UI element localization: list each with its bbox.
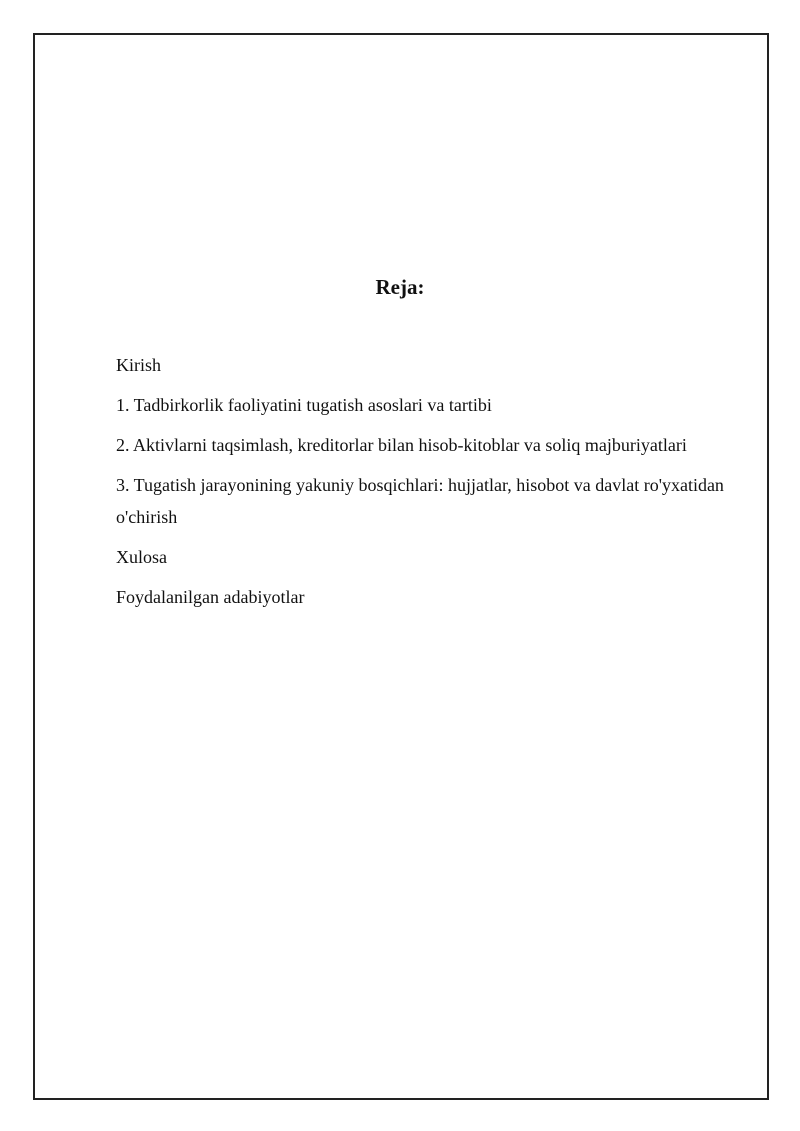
page-title: Reja: — [375, 275, 425, 299]
toc-item-introduction: Kirish — [116, 355, 161, 375]
toc-item-section-2: 2. Aktivlarni taqsimlash, kreditorlar bilan hisob-kitoblar va soliq majburiyatlari — [116, 435, 687, 455]
table-of-contents — [116, 349, 726, 621]
toc-item-section-3: 3. Tugatish jarayonining yakuniy bosqichlari: hujjatlar, hisobot va davlat ro'yxatidan o'chirish — [116, 475, 724, 527]
toc-item-conclusion: Xulosa — [116, 547, 167, 567]
toc-item-section-1: 1. Tadbirkorlik faoliyatini tugatish asoslari va tartibi — [116, 395, 492, 415]
toc-item-references: Foydalanilgan adabiyotlar — [116, 587, 305, 607]
